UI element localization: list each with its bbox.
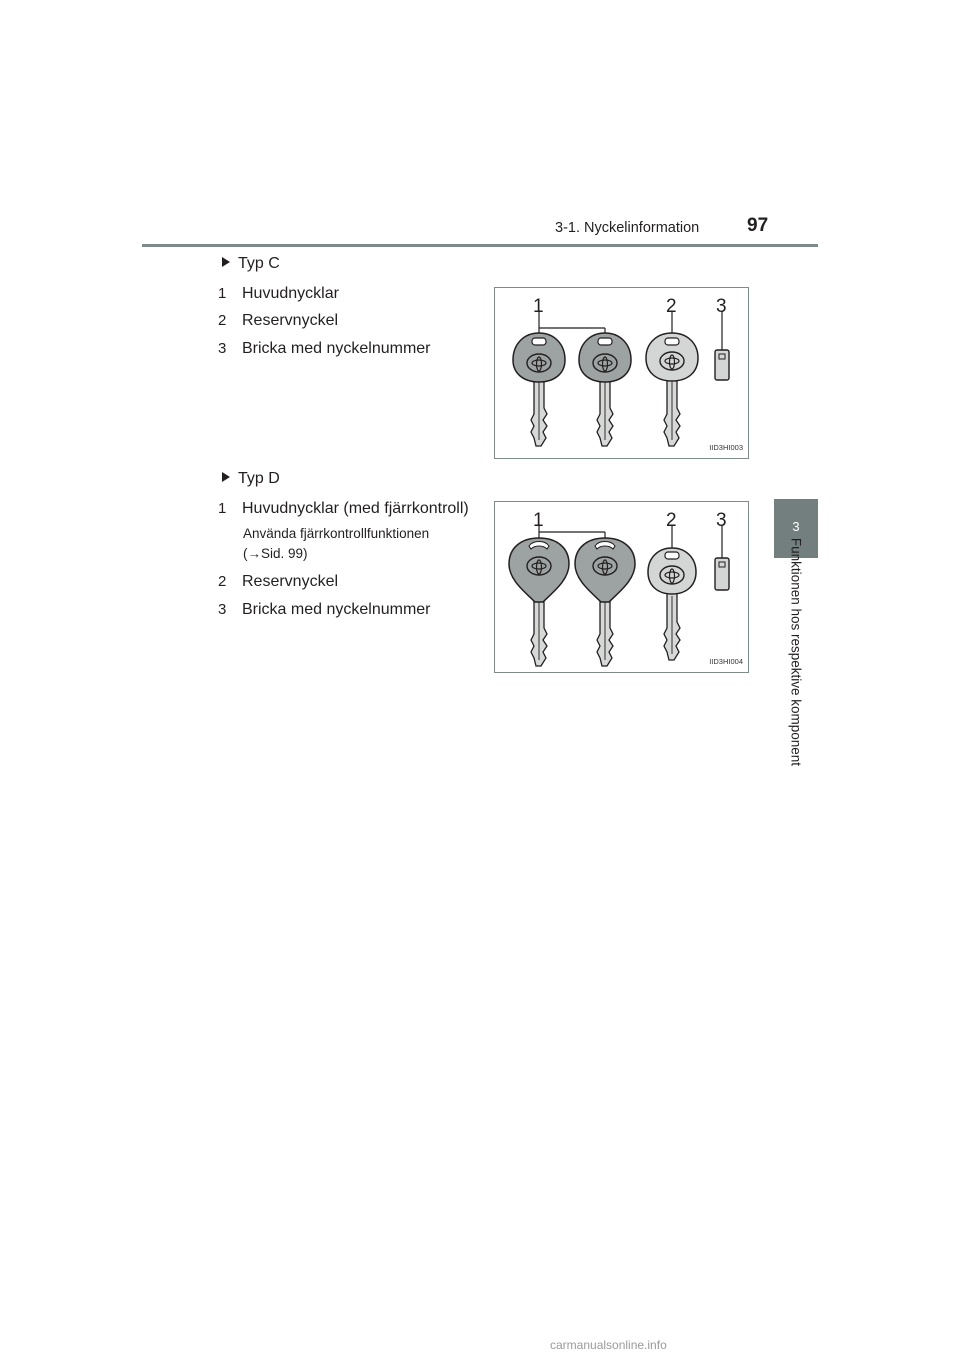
main-key-2: [579, 333, 631, 446]
list-item: [218, 573, 338, 591]
section-title: 3-1. Nyckelinformation: [555, 220, 700, 236]
callout-3: 3: [716, 510, 727, 531]
spare-key: [646, 333, 698, 446]
chapter-title: Funktionen hos respektive komponent: [788, 537, 804, 767]
type-c-heading-text: Typ C: [238, 255, 280, 272]
main-key-1: [513, 333, 565, 446]
item-text: Bricka med nyckelnummer: [242, 601, 431, 618]
key-number-plate: [715, 558, 729, 590]
item-number: 2: [218, 312, 227, 329]
list-item: [218, 312, 338, 330]
figure-code: IID3HI003: [709, 443, 743, 452]
list-item: [218, 285, 339, 303]
item-number: 3: [218, 340, 227, 357]
item-text: Reservnyckel: [242, 312, 339, 329]
figure-type-c: [494, 287, 749, 459]
item-number: 1: [218, 285, 227, 302]
type-c-heading: [222, 255, 280, 273]
spare-key: [648, 548, 696, 660]
callout-1: 1: [533, 296, 544, 317]
callout-1: 1: [533, 510, 544, 531]
item-text: Huvudnycklar: [242, 285, 339, 302]
list-item: [218, 601, 431, 619]
item-number: 3: [218, 601, 227, 618]
type-d-heading: [222, 470, 280, 488]
header-rule: [142, 244, 818, 247]
item-text: Huvudnycklar (med fjärrkontroll): [242, 500, 469, 517]
figure-code: IID3HI004: [709, 657, 743, 666]
triangle-bullet-icon: [222, 472, 230, 482]
item-note: Använda fjärrkontrollfunktionen: [243, 526, 430, 541]
watermark: carmanualsonline.info: [550, 1338, 667, 1352]
chapter-number: 3: [792, 519, 800, 534]
item-number: 2: [218, 573, 227, 590]
callout-3: 3: [716, 296, 727, 317]
list-item: [218, 340, 431, 358]
callout-2: 2: [666, 296, 677, 317]
page-number: 97: [747, 215, 769, 236]
remote-key-1: [509, 538, 569, 666]
type-d-heading-text: Typ D: [238, 470, 280, 487]
callout-2: 2: [666, 510, 677, 531]
page-reference-link[interactable]: (→Sid. 99): [243, 546, 308, 561]
figure-type-d: [494, 501, 749, 673]
keys-illustration-type-c: [495, 288, 750, 460]
key-number-plate: [715, 350, 729, 380]
remote-key-2: [575, 538, 635, 666]
item-number: 1: [218, 500, 227, 517]
list-item: [218, 500, 469, 518]
triangle-bullet-icon: [222, 257, 230, 267]
item-text: Bricka med nyckelnummer: [242, 340, 431, 357]
item-text: Reservnyckel: [242, 573, 339, 590]
keys-illustration-type-d: [495, 502, 750, 674]
